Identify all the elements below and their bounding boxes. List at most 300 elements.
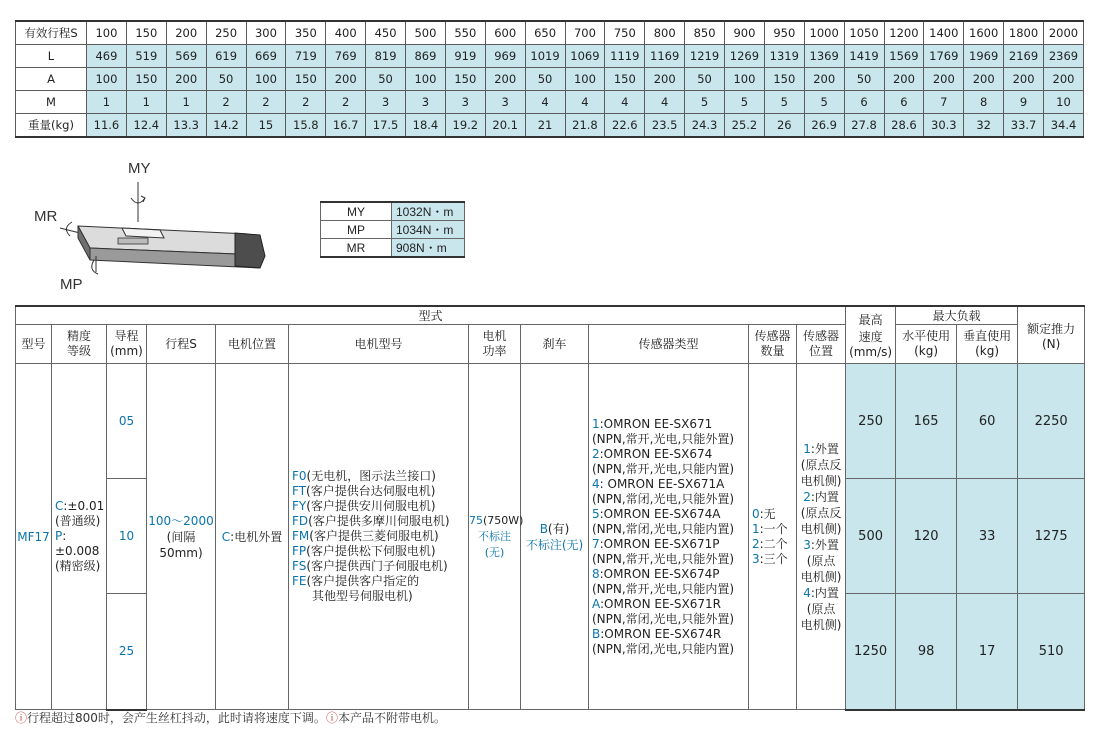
- moment-value: 1032N・m: [392, 202, 465, 221]
- col-motor-pos: 电机位置: [216, 325, 289, 364]
- table-cell: 7: [924, 91, 964, 114]
- load-v-10: 33: [957, 479, 1018, 594]
- table-cell: 4: [605, 91, 645, 114]
- table-cell: 200: [645, 68, 685, 91]
- table-cell: 13.3: [166, 114, 206, 138]
- stroke-value: 1600: [964, 21, 1004, 45]
- accuracy-cell: [52, 364, 107, 710]
- motor-model-line: [292, 559, 468, 574]
- stroke-value: 450: [366, 21, 406, 45]
- table-cell: 200: [924, 68, 964, 91]
- sensor-type-line: [592, 462, 748, 477]
- table-cell: 34.4: [1044, 114, 1084, 138]
- table-cell: 100: [87, 68, 127, 91]
- sensor-position-text: :外置: [810, 441, 839, 456]
- motor-power-code: 75: [469, 513, 483, 527]
- table-row: [16, 45, 1084, 68]
- table-cell: 1219: [685, 45, 725, 68]
- motor-model-text: (客户提供安川伺服电机): [306, 499, 436, 513]
- table-cell: 3: [485, 91, 525, 114]
- table-cell: 4: [565, 91, 605, 114]
- accuracy-text: :±0.01: [63, 499, 105, 513]
- moment-row: [321, 221, 465, 239]
- table-cell: 27.8: [844, 114, 884, 138]
- table-cell: 569: [166, 45, 206, 68]
- stroke-value: 850: [685, 21, 725, 45]
- sensor-type-line: [592, 597, 748, 612]
- sensor-qty-code: 2: [752, 536, 760, 551]
- accuracy-text: :±0.008: [55, 529, 100, 558]
- motor-model-line: [292, 514, 468, 529]
- sensor-type-text: (NPN,常闭,光电,只能内置): [592, 641, 734, 656]
- sensor-type-line: [592, 642, 748, 657]
- sensor-type-text: (NPN,常闭,光电,只能外置): [592, 491, 734, 506]
- sensor-type-code: 4: [592, 476, 600, 491]
- col-sensor-type: 传感器类型: [589, 325, 749, 364]
- table-cell: 10: [1044, 91, 1084, 114]
- sensor-type-code: 2: [592, 446, 600, 461]
- sensor-position-line: [797, 601, 845, 617]
- motor-model-text: (客户提供松下伺服电机): [306, 544, 436, 558]
- brake-code: B: [539, 521, 548, 536]
- sensor-type-cell: [589, 364, 749, 710]
- stroke-value: 750: [605, 21, 645, 45]
- table-cell: 24.3: [685, 114, 725, 138]
- table-cell: 26.9: [804, 114, 844, 138]
- table-cell: 50: [844, 68, 884, 91]
- sensor-qty-line: [752, 537, 796, 552]
- motor-model-line: [292, 544, 468, 559]
- table-cell: 2369: [1044, 45, 1084, 68]
- motor-model-cell: [289, 364, 469, 710]
- sensor-type-line: [592, 477, 748, 492]
- moment-key: MY: [321, 202, 392, 221]
- table-cell: 1369: [804, 45, 844, 68]
- stroke-value: 350: [286, 21, 326, 45]
- table-cell: 21: [525, 114, 565, 138]
- sensor-type-text: (NPN,常闭,光电,只能外置): [592, 611, 734, 626]
- sensor-position-code: 2: [803, 489, 811, 504]
- sensor-type-line: [592, 432, 748, 447]
- table-cell: 819: [366, 45, 406, 68]
- table-cell: 200: [964, 68, 1004, 91]
- sensor-qty-line: [752, 522, 796, 537]
- brake-cell: [521, 364, 589, 710]
- table-cell: 5: [764, 91, 804, 114]
- footnote-1: 行程超过800时，会产生丝杠抖动，此时请将速度下调。: [27, 711, 326, 725]
- stroke-value: 1800: [1004, 21, 1044, 45]
- table-cell: 619: [206, 45, 246, 68]
- mr-label: MR: [34, 208, 58, 225]
- moment-value: 1034N・m: [392, 221, 465, 239]
- table-cell: 1969: [964, 45, 1004, 68]
- sensor-type-line: [592, 522, 748, 537]
- sensor-position-text: (原点: [806, 553, 836, 568]
- sensor-position-text: (原点反: [800, 457, 842, 472]
- table-cell: 769: [326, 45, 366, 68]
- sensor-type-line: [592, 447, 748, 462]
- brake-note: [521, 537, 588, 553]
- stroke-line: 100～2000: [148, 513, 214, 528]
- table-cell: 200: [884, 68, 924, 91]
- table-cell: 50: [685, 68, 725, 91]
- table-cell: 100: [246, 68, 286, 91]
- table-cell: 100: [725, 68, 765, 91]
- table-cell: 1769: [924, 45, 964, 68]
- stroke-value: 250: [206, 21, 246, 45]
- sensor-type-code: 8: [592, 566, 600, 581]
- moment-diagram: [30, 160, 290, 300]
- table-cell: 150: [286, 68, 326, 91]
- table-cell: 50: [525, 68, 565, 91]
- table-cell: 150: [445, 68, 485, 91]
- moment-value: 908N・m: [392, 239, 465, 258]
- motor-model-text: 其他型号伺服电机): [312, 589, 413, 603]
- spec-table: [15, 305, 1085, 711]
- sensor-type-text: :OMRON EE-SX671: [599, 416, 713, 431]
- sensor-qty-code: 0: [752, 506, 760, 521]
- table-cell: 669: [246, 45, 286, 68]
- table-cell: 3: [445, 91, 485, 114]
- brake-text: (有): [547, 521, 570, 536]
- sensor-type-line: [592, 552, 748, 567]
- table-cell: 519: [126, 45, 166, 68]
- sensor-type-line: [592, 582, 748, 597]
- motor-model-text: (客户提供台达伺服电机): [306, 484, 436, 498]
- moment-key: MP: [321, 221, 392, 239]
- thrust-title: 额定推力 (N): [1018, 306, 1085, 364]
- stroke-value: 800: [645, 21, 685, 45]
- sensor-position-text: 电机侧): [800, 569, 842, 584]
- col-lead: 导程 (mm): [107, 325, 147, 364]
- sensor-position-line: [797, 457, 845, 473]
- motor-power-cell: [469, 364, 524, 710]
- table-cell: 16.7: [326, 114, 366, 138]
- load-h-25: 98: [896, 594, 957, 710]
- stroke-value: 900: [725, 21, 765, 45]
- sensor-qty-code: 3: [752, 551, 760, 566]
- moment-table: [320, 201, 465, 258]
- brake-note-text: 不标注(无): [525, 537, 584, 552]
- stroke-value: 100: [87, 21, 127, 45]
- table-cell: 19.2: [445, 114, 485, 138]
- accuracy-code: C: [55, 499, 64, 513]
- sensor-position-code: 3: [803, 537, 811, 552]
- sensor-qty-code: 1: [752, 521, 760, 536]
- motor-model-text: (客户提供西门子伺服电机): [306, 559, 448, 573]
- sensor-position-text: :内置: [810, 489, 839, 504]
- table-cell: 2: [206, 91, 246, 114]
- sensor-position-line: [797, 441, 845, 457]
- sensor-type-line: [592, 567, 748, 582]
- table-cell: 869: [406, 45, 446, 68]
- table-cell: 200: [485, 68, 525, 91]
- group-title: 型式: [16, 306, 846, 325]
- table-cell: 200: [166, 68, 206, 91]
- sensor-position-text: 电机侧): [800, 617, 842, 632]
- table-cell: 50: [206, 68, 246, 91]
- row-label: M: [16, 91, 87, 114]
- table-cell: 150: [605, 68, 645, 91]
- table-cell: 1269: [725, 45, 765, 68]
- accuracy-line: [55, 559, 106, 574]
- motor-model-code: F0: [292, 469, 307, 483]
- stroke-value: 1400: [924, 21, 964, 45]
- sensor-type-line: [592, 537, 748, 552]
- mp-label: MP: [60, 276, 83, 293]
- lead-05: 05: [107, 364, 147, 479]
- load-h-10: 120: [896, 479, 957, 594]
- accuracy-line: [55, 514, 106, 529]
- motor-model-line: [292, 529, 468, 544]
- sensor-position-line: [797, 585, 845, 601]
- col-brake: 刹车: [521, 325, 589, 364]
- stroke-cell: [147, 364, 216, 710]
- motor-model-text: (无电机，图示法兰接口): [306, 469, 436, 483]
- sensor-position-line: [797, 617, 845, 633]
- col-stroke: 行程S: [147, 325, 216, 364]
- sensor-position-text: :外置: [810, 537, 839, 552]
- sensor-type-code: B: [592, 626, 601, 641]
- load-v-25: 17: [957, 594, 1018, 710]
- col-load-v: 垂直使用 (kg): [957, 325, 1018, 364]
- table-row: [16, 68, 1084, 91]
- sensor-type-code: 5: [592, 506, 600, 521]
- table-cell: 11.6: [87, 114, 127, 138]
- moment-row: [321, 202, 465, 221]
- stroke-value: 500: [406, 21, 446, 45]
- load-title: 最大负载: [896, 306, 1018, 325]
- motor-model-line: [292, 574, 468, 589]
- table-cell: 100: [565, 68, 605, 91]
- table-cell: 919: [445, 45, 485, 68]
- motor-position-text: :电机外置: [230, 530, 283, 544]
- sensor-type-text: :OMRON EE-SX671R: [600, 596, 721, 611]
- sensor-position-code: 4: [803, 585, 811, 600]
- stroke-value: 650: [525, 21, 565, 45]
- motor-model-code: FM: [292, 529, 310, 543]
- sensor-position-line: [797, 569, 845, 585]
- stroke-value: 1050: [844, 21, 884, 45]
- table-cell: 12.4: [126, 114, 166, 138]
- sensor-position-line: [797, 473, 845, 489]
- table-cell: 469: [87, 45, 127, 68]
- speed-05: 250: [846, 364, 896, 479]
- sensor-type-line: [592, 492, 748, 507]
- footnote: [15, 709, 446, 726]
- sensor-type-text: :OMRON EE-SX674R: [600, 626, 722, 641]
- sensor-type-text: (NPN,常开,光电,只能内置): [592, 581, 734, 596]
- sensor-qty-text: :二个: [759, 536, 788, 551]
- col-accuracy: 精度 等级: [52, 325, 107, 364]
- table-cell: 28.6: [884, 114, 924, 138]
- col-load-h: 水平使用 (kg): [896, 325, 957, 364]
- stroke-value: 300: [246, 21, 286, 45]
- table-cell: 1569: [884, 45, 924, 68]
- table-cell: 1019: [525, 45, 565, 68]
- speed-title: 最高 速度 (mm/s): [846, 306, 896, 364]
- sensor-position-line: [797, 553, 845, 569]
- accuracy-code: P: [55, 529, 63, 543]
- table-cell: 1: [166, 91, 206, 114]
- col-sensor-qty: 传感器 数量: [749, 325, 797, 364]
- table-cell: 2169: [1004, 45, 1044, 68]
- motor-model-code: FP: [292, 544, 307, 558]
- sensor-type-text: (NPN,常闭,光电,只能内置): [592, 521, 734, 536]
- table-cell: 150: [126, 68, 166, 91]
- accuracy-text: (精密级): [55, 559, 101, 573]
- sensor-position-text: 电机侧): [800, 473, 842, 488]
- sensor-qty-text: :三个: [759, 551, 788, 566]
- table-cell: 32: [964, 114, 1004, 138]
- thrust-25: 510: [1018, 594, 1085, 710]
- stroke-header-row: [16, 21, 1084, 45]
- col-motor-model: 电机型号: [289, 325, 469, 364]
- sensor-type-text: :OMRON EE-SX674A: [599, 506, 721, 521]
- motor-model-line: [292, 469, 468, 484]
- table-cell: 18.4: [406, 114, 446, 138]
- sensor-type-line: [592, 507, 748, 522]
- table-row: [16, 114, 1084, 138]
- stroke-value: 400: [326, 21, 366, 45]
- sensor-qty-text: :无: [759, 506, 776, 521]
- table-cell: 17.5: [366, 114, 406, 138]
- sensor-position-cell: [797, 364, 846, 710]
- table-cell: 23.5: [645, 114, 685, 138]
- table-cell: 100: [406, 68, 446, 91]
- table-cell: 200: [1044, 68, 1084, 91]
- sensor-position-text: :内置: [810, 585, 839, 600]
- sensor-position-text: (原点反: [800, 505, 842, 520]
- table-cell: 200: [804, 68, 844, 91]
- table-cell: 6: [884, 91, 924, 114]
- stroke-value: 1000: [804, 21, 844, 45]
- stroke-value: 1200: [884, 21, 924, 45]
- motor-power-text: (750W): [483, 513, 524, 527]
- sensor-position-text: 电机侧): [800, 521, 842, 536]
- lead-10: 10: [107, 479, 147, 594]
- stroke-value: 950: [764, 21, 804, 45]
- table-cell: 26: [764, 114, 804, 138]
- table-cell: 8: [964, 91, 1004, 114]
- table-cell: 4: [525, 91, 565, 114]
- accuracy-text: (普通级): [55, 514, 101, 528]
- load-v-05: 60: [957, 364, 1018, 479]
- lead-25: 25: [107, 594, 147, 710]
- table-cell: 1169: [645, 45, 685, 68]
- stroke-line: (间隔50mm): [159, 529, 203, 560]
- footnote-2: 本产品不附带电机。: [337, 711, 446, 725]
- sensor-qty-line: [752, 507, 796, 522]
- sensor-position-line: [797, 521, 845, 537]
- table-cell: 25.2: [725, 114, 765, 138]
- my-label: MY: [128, 160, 151, 177]
- model-cell: MF17: [16, 364, 52, 710]
- brake-line: [521, 521, 588, 537]
- load-h-05: 165: [896, 364, 957, 479]
- sensor-position-code: 1: [803, 441, 811, 456]
- stroke-value: 150: [126, 21, 166, 45]
- table-cell: 150: [764, 68, 804, 91]
- stroke-table: [15, 20, 1084, 138]
- sensor-type-text: : OMRON EE-SX671A: [599, 476, 725, 491]
- motor-power-note: 不标注(无): [478, 529, 511, 559]
- table-cell: 719: [286, 45, 326, 68]
- motor-position-cell: [216, 364, 289, 710]
- sensor-position-text: (原点: [806, 601, 836, 616]
- motor-power-line: [469, 513, 524, 529]
- sensor-type-code: 7: [592, 536, 600, 551]
- table-cell: 9: [1004, 91, 1044, 114]
- moment-row: [321, 239, 465, 258]
- table-cell: 2: [326, 91, 366, 114]
- speed-10: 500: [846, 479, 896, 594]
- sensor-type-line: [592, 417, 748, 432]
- row-label: L: [16, 45, 87, 68]
- table-cell: 200: [326, 68, 366, 91]
- motor-model-text: (客户提供三菱伺服电机): [309, 529, 439, 543]
- sensor-type-code: 1: [592, 416, 600, 431]
- table-cell: 14.2: [206, 114, 246, 138]
- accuracy-line: [55, 529, 106, 559]
- thrust-05: 2250: [1018, 364, 1085, 479]
- col-model: 型号: [16, 325, 52, 364]
- stroke-value: 200: [166, 21, 206, 45]
- motor-model-code: FS: [292, 559, 307, 573]
- table-cell: 1069: [565, 45, 605, 68]
- table-cell: 22.6: [605, 114, 645, 138]
- sensor-type-code: A: [592, 596, 600, 611]
- table-cell: 33.7: [1004, 114, 1044, 138]
- sensor-position-line: [797, 537, 845, 553]
- stroke-value: 700: [565, 21, 605, 45]
- table-cell: 3: [406, 91, 446, 114]
- col-sensor-pos: 传感器 位置: [797, 325, 846, 364]
- sensor-type-text: (NPN,常开,光电,只能外置): [592, 431, 734, 446]
- sensor-position-line: [797, 489, 845, 505]
- motor-model-line: [292, 589, 468, 604]
- motor-model-code: FE: [292, 574, 307, 588]
- table-cell: 1319: [764, 45, 804, 68]
- sensor-type-text: :OMRON EE-SX671P: [599, 536, 720, 551]
- table-cell: 1: [87, 91, 127, 114]
- table-cell: 2: [246, 91, 286, 114]
- actuator-illustration: [30, 160, 290, 300]
- sensor-type-line: [592, 612, 748, 627]
- row-label: A: [16, 68, 87, 91]
- table-cell: 21.8: [565, 114, 605, 138]
- sensor-type-text: (NPN,常开,光电,只能内置): [592, 461, 734, 476]
- motor-model-code: FD: [292, 514, 309, 528]
- stroke-value: 600: [485, 21, 525, 45]
- sensor-position-line: [797, 505, 845, 521]
- accuracy-line: [55, 499, 106, 514]
- row-label: 重量(kg): [16, 114, 87, 138]
- table-cell: 2: [286, 91, 326, 114]
- table-cell: 5: [685, 91, 725, 114]
- table-cell: 1119: [605, 45, 645, 68]
- table-cell: 15: [246, 114, 286, 138]
- warning-icon: ⓘ: [325, 711, 338, 725]
- table-cell: 30.3: [924, 114, 964, 138]
- motor-model-line: [292, 484, 468, 499]
- stroke-value: 550: [445, 21, 485, 45]
- table-cell: 6: [844, 91, 884, 114]
- table-cell: 5: [725, 91, 765, 114]
- table-cell: 3: [366, 91, 406, 114]
- motor-model-text: (客户提供多摩川伺服电机): [308, 514, 450, 528]
- table-row: [16, 91, 1084, 114]
